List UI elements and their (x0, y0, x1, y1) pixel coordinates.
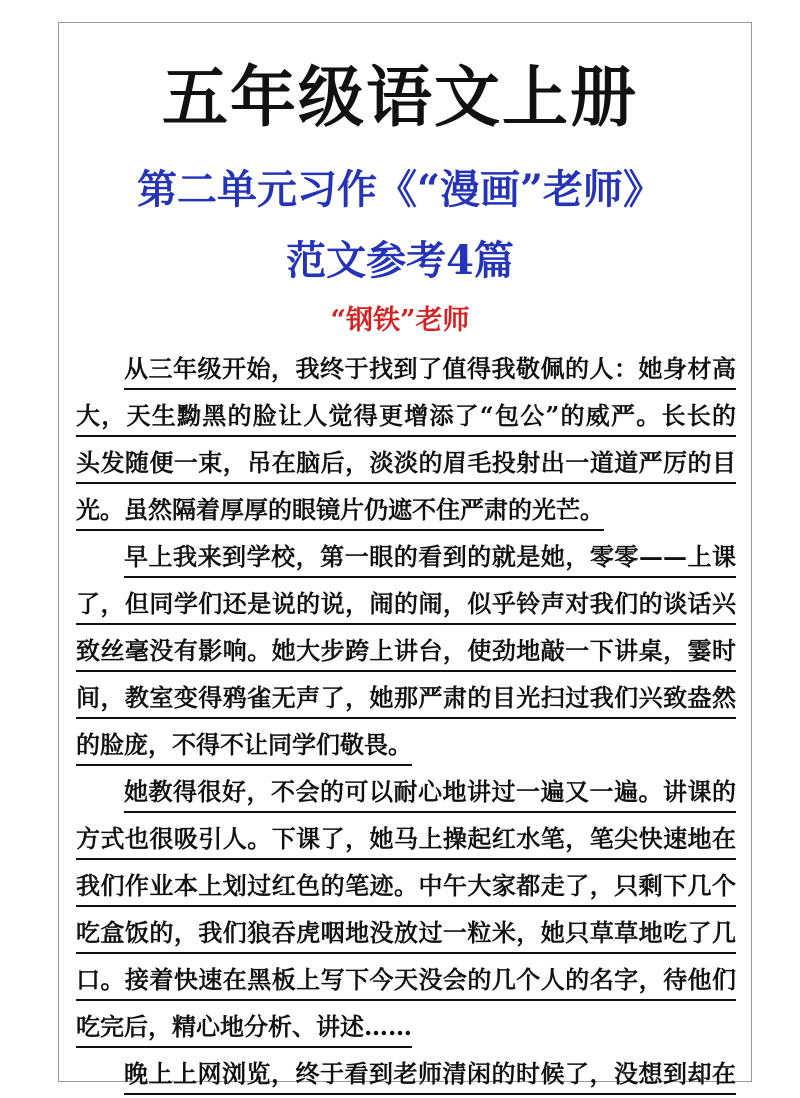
essay-line-text: 吃完后，精心地分析、讲述…… (76, 1004, 412, 1048)
essay-line-text: 了，但同学们还是说的说，闹的闹，似乎铃声对我们的谈话兴 (76, 581, 736, 625)
essay-line-text: 致丝毫没有影响。她大步跨上讲台，使劲地敲一下讲桌，霎时 (76, 628, 736, 672)
essay-line (76, 1004, 736, 1051)
essay-line-text: 早上我来到学校，第一眼的看到的就是她，零零——上课 (124, 534, 736, 578)
essay-line-text: 间，教室变得鸦雀无声了，她那严肃的目光扫过我们兴致盎然 (76, 675, 736, 719)
essay-line (76, 534, 736, 581)
essay-line (76, 910, 736, 957)
essay-line-text: 光。虽然隔着厚厚的眼镜片仍遮不住严肃的光芒。 (76, 487, 604, 531)
unit-subtitle: 第二单元习作《“漫画”老师》 (136, 166, 663, 213)
essay-line (76, 675, 736, 722)
essay-title: “钢铁”老师 (330, 305, 470, 336)
essay-line-text: 口。接着快速在黑板上写下今天没会的几个人的名字，待他们 (76, 957, 736, 1001)
essay-line-text: 我们作业本上划过红色的笔迹。中午大家都走了，只剩下几个 (76, 863, 736, 907)
essay-line-text: 晚上上网浏览，终于看到老师清闲的时候了，没想到却在 (124, 1051, 736, 1095)
sample-count-subtitle: 范文参考4篇 (286, 237, 514, 284)
essay-line-text: 从三年级开始，我终于找到了值得我敬佩的人：她身材高 (124, 346, 736, 390)
essay-line (76, 440, 736, 487)
essay-body (76, 346, 736, 1098)
page-title: 五年级语文上册 (162, 58, 638, 136)
essay-line-text: 方式也很吸引人。下课了，她马上操起红水笔，笔尖快速地在 (76, 816, 736, 860)
essay-line (76, 863, 736, 910)
essay-line (76, 816, 736, 863)
essay-line (76, 393, 736, 440)
essay-line (76, 487, 736, 534)
essay-line (76, 769, 736, 816)
essay-line (76, 581, 736, 628)
essay-line (76, 722, 736, 769)
essay-line-text: 的脸庞，不得不让同学们敬畏。 (76, 722, 412, 766)
essay-line-text: 吃盒饭的，我们狼吞虎咽地没放过一粒米，她只草草地吃了几 (76, 910, 736, 954)
essay-line (76, 957, 736, 1004)
essay-line (76, 1051, 736, 1098)
essay-line (76, 628, 736, 675)
essay-line (76, 346, 736, 393)
essay-line-text: 她教得很好，不会的可以耐心地讲过一遍又一遍。讲课的 (124, 769, 736, 813)
essay-line-text: 大，天生黝黑的脸让人觉得更增添了“包公”的威严。长长的 (76, 393, 736, 437)
essay-line-text: 头发随便一束，吊在脑后，淡淡的眉毛投射出一道道严厉的目 (76, 440, 736, 484)
